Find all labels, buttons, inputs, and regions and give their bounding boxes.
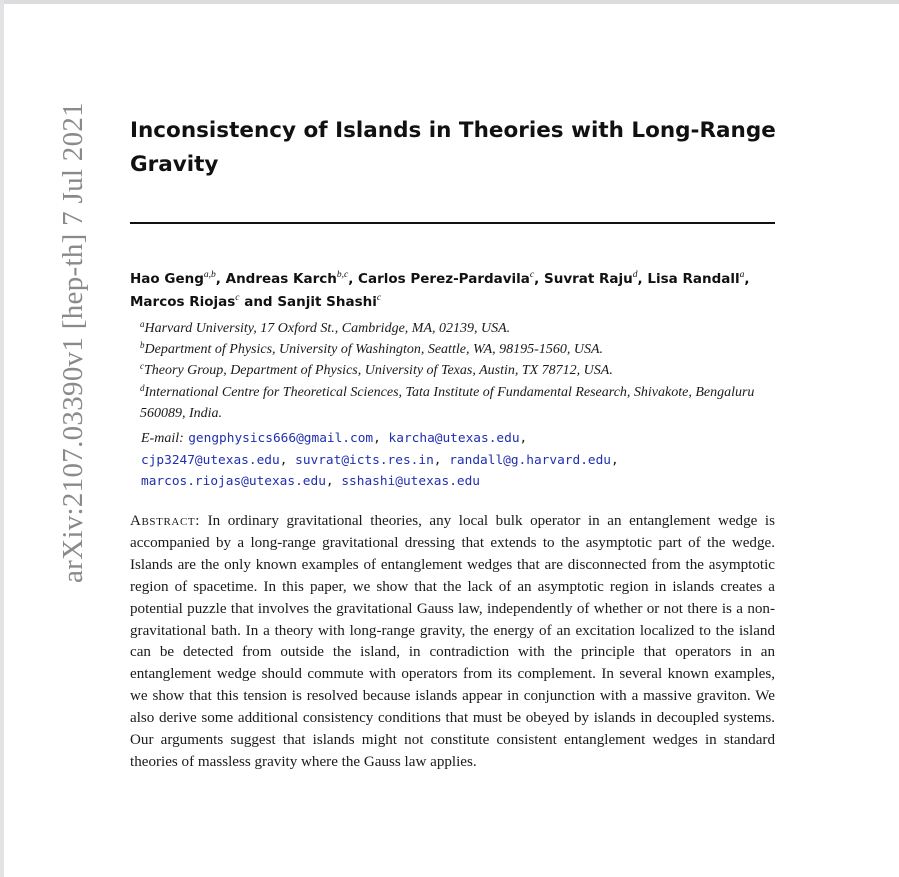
affiliation-list <box>140 318 785 424</box>
author <box>358 271 544 287</box>
author-separator: , <box>534 271 544 287</box>
author-separator: , <box>215 271 226 287</box>
author-affiliation-mark: c <box>376 293 382 303</box>
author-separator: , <box>348 271 359 287</box>
email-separator: , <box>373 431 389 446</box>
affiliation-mark: a <box>140 319 145 329</box>
author-list <box>130 268 780 314</box>
email-separator: , <box>519 431 528 446</box>
abstract-text: In ordinary gravitational theories, any local bulk operator in an entanglement wedge is accompanied by a long-range gravitational dressing that extends to the asymptotic part of the wedge. Islands are the only known examples of entanglement wedges that are disconnected from the asymptotic region of spacetime. In this paper, we show that the lack of an asymptotic region in islands creates a potential puzzle that involves the gravitational Gauss law, independently of whether or not there is a non-gravitational bath. In a theory with long-range gravity, the energy of an excitation localized to the island can be detected from outside the island, in contradiction with the principle that operators in an entanglement wedge should commute with operators from its complement. In several known examples, we show that this tension is resolved because islands appear in conjunction with a massive graviton. We also derive some additional consistency conditions that must be obeyed by islands in decoupled systems. Our arguments suggest that islands might not constitute consistent entanglement wedges in standard theories of massless gravity where the Gauss law applies. <box>130 513 775 770</box>
email-link[interactable]: marcos.riojas@utexas.edu <box>141 474 326 489</box>
email-link[interactable]: cjp3247@utexas.edu <box>141 452 280 468</box>
author-name: Sanjit Shashi <box>277 294 377 310</box>
author <box>647 271 749 287</box>
abstract-label: Abstract: <box>130 513 201 529</box>
author-name: Suvrat Raju <box>543 271 633 287</box>
viewer-left-border <box>0 0 4 877</box>
email-link[interactable]: karcha@utexas.edu <box>388 431 520 446</box>
email-separator: , <box>325 474 342 489</box>
affiliation-mark: c <box>140 361 144 372</box>
email-separator: , <box>279 452 296 468</box>
author-name: Hao Geng <box>130 271 204 287</box>
author-affiliation-mark: a <box>739 270 745 280</box>
affiliation-text: Theory Group, Department of Physics, University of Texas, Austin, TX 78712, USA. <box>144 363 613 379</box>
paper-title: Inconsistency of Islands in Theories with Long-Range Gravity <box>130 118 776 177</box>
email-link[interactable]: randall@g.harvard.edu <box>449 452 612 468</box>
author-name: Andreas Karch <box>225 271 337 287</box>
viewer-top-border <box>0 0 899 4</box>
author <box>277 294 381 310</box>
author-affiliation-mark: c <box>235 293 240 303</box>
author <box>130 271 226 287</box>
abstract <box>130 511 775 774</box>
email-separator: , <box>611 452 619 468</box>
affiliation-item <box>140 318 785 339</box>
affiliation-text: International Centre for Theoretical Sciences, Tata Institute of Fundamental Research, Shivakote, Bengaluru 560089, India. <box>140 384 755 421</box>
author-affiliation-mark: c <box>529 270 535 280</box>
author-separator: and <box>239 294 278 310</box>
author-name: Lisa Randall <box>647 271 740 287</box>
email-block <box>141 428 781 493</box>
affiliation-mark: d <box>140 382 145 393</box>
author <box>226 271 358 287</box>
author-separator: , <box>744 271 750 287</box>
author <box>130 294 277 310</box>
author-affiliation-mark: a,b <box>203 270 216 280</box>
author-separator: , <box>637 271 648 287</box>
affiliation-text: Harvard University, 17 Oxford St., Cambridge, MA, 02139, USA. <box>144 321 511 336</box>
email-link[interactable]: gengphysics666@gmail.com <box>188 431 374 446</box>
author-affiliation-mark: b,c <box>336 270 349 280</box>
email-separator: , <box>433 452 450 468</box>
arxiv-identifier-stamp: arXiv:2107.03390v1 [hep-th] 7 Jul 2021 <box>57 102 89 583</box>
author-name: Marcos Riojas <box>130 294 236 310</box>
email-link[interactable]: suvrat@icts.res.in <box>295 452 434 468</box>
affiliation-item <box>140 360 785 381</box>
affiliation-text: Department of Physics, University of Washington, Seattle, WA, 98195-1560, USA. <box>144 342 603 358</box>
affiliation-item <box>140 382 785 424</box>
author-affiliation-mark: d <box>632 270 638 280</box>
author <box>544 271 647 287</box>
affiliation-mark: b <box>140 340 145 351</box>
affiliation-item <box>140 339 785 360</box>
author-name: Carlos Perez-Pardavila <box>358 271 530 287</box>
email-label: E-mail: <box>141 431 184 446</box>
title-divider <box>130 222 775 224</box>
email-link[interactable]: sshashi@utexas.edu <box>341 474 481 489</box>
